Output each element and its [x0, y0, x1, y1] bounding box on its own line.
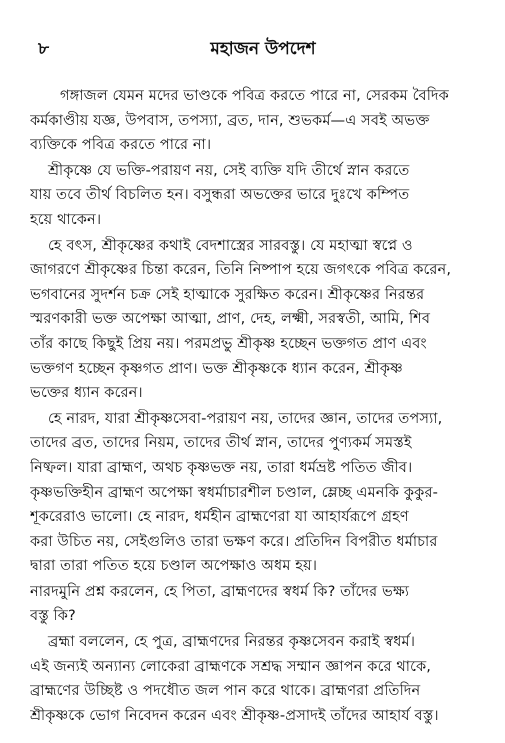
text-line: ভগবানের সুদর্শন চক্র সেই হাত্মাকে সুরক্ষিত করেন। শ্রীকৃষ্ণের নিরন্তর [30, 285, 425, 303]
page-number: ৮ [38, 39, 50, 59]
text-line: ব্যক্তিকে পবিত্র করতে পারে না। [30, 136, 212, 154]
text-line: তাদের ব্রত, তাদের নিয়ম, তাদের তীর্থ স্নান, তাদের পুণ্যকর্ম সমস্তই [30, 434, 412, 452]
text-line: দ্বারা তারা পতিত হয়ে চণ্ডাল অপেক্ষাও অধম হয়। [30, 557, 318, 575]
text-line: কৃষ্ণভক্তিহীন ব্রাহ্মণ অপেক্ষা স্বধর্মাচারশীল চণ্ডাল, ম্লেচ্ছ এমনকি কুকুর- [30, 483, 438, 501]
text-line: এই জন্যই অন্যান্য লোকেরা ব্রাহ্মণকে সশ্রদ্ধ সম্মান জ্ঞাপন করে থাকে, [30, 657, 432, 675]
text-line: ভক্তগণ হচ্ছেন কৃষ্ণগত প্রাণ। ভক্ত শ্রীকৃষ্ণকে ধ্যান করেন, শ্রীকৃষ্ণ [30, 359, 403, 377]
paragraph [30, 630, 498, 728]
text-line: গঙ্গাজল যেমন মদের ভাণ্ডকে পবিত্র করতে পারে না, সেরকম বৈদিক [60, 87, 449, 104]
text-line: ব্রাহ্মণের উচ্ছিষ্ট ও পদধৌত জল পান করে থাকে। ব্রাহ্মণরা প্রতিদিন [30, 682, 421, 700]
text-line: করা উচিত নয়, সেইগুলিও তারা ভক্ষণ করে। প্রতিদিন বিপরীত ধর্মাচার [30, 532, 438, 550]
text-line: তাঁর কাছে কিছুই প্রিয় নয়। পরমপ্রভু শ্রীকৃষ্ণ হচ্ছেন ভক্তগত প্রাণ এবং [30, 334, 427, 352]
paragraph [30, 159, 498, 233]
text-line: নিষ্ফল। যারা ব্রাহ্মণ, অথচ কৃষ্ণভক্ত নয়, তারা ধর্মভ্রষ্ট পতিত জীব। [30, 458, 413, 476]
paragraph [30, 407, 498, 579]
text-line: কর্মকাণ্ডীয় যজ্ঞ, উপবাস, তপস্যা, ব্রত, দান, শুভকর্ম—এ সবই অভক্ত [30, 111, 430, 129]
paragraph [30, 234, 498, 406]
body-text [30, 84, 498, 729]
text-line: শূকরেরাও ভালো। হে নারদ, ধর্মহীন ব্রাহ্মণেরা যা আহার্যরূপে গ্রহণ [30, 508, 409, 526]
text-line: নারদমুনি প্রশ্ন করলেন, হে পিতা, ব্রাহ্মণদের স্বধর্ম কি? তাঁদের ভক্ষ্য [30, 582, 410, 600]
text-line: স্মরণকারী ভক্ত অপেক্ষা আত্মা, প্রাণ, দেহ, লক্ষ্মী, সরস্বতী, আমি, শিব [30, 310, 431, 328]
paragraph [30, 84, 498, 158]
paragraph [30, 580, 498, 629]
text-line: হয়ে থাকেন। [30, 210, 102, 228]
text-line: বস্তু কি? [30, 607, 76, 625]
text-line: ব্রহ্মা বললেন, হে পুত্র, ব্রাহ্মণদের নিরন্তর কৃষ্ণসেবন করাই স্বধর্ম। [48, 633, 416, 651]
page-header [28, 34, 498, 66]
running-title: মহাজন উপদেশ [210, 39, 316, 59]
text-line: শ্রীকৃষ্ণে যে ভক্তি-পরায়ণ নয়, সেই ব্যক্তি যদি তীর্থে স্নান করতে [48, 161, 410, 179]
text-line: হে বৎস, শ্রীকৃষ্ণের কথাই বেদশাস্ত্রের সারবস্তু। যে মহাত্মা স্বপ্নে ও [48, 236, 413, 254]
text-line: যায় তবে তীর্থ বিচলিত হন। বসুন্ধরা অভক্তের ভারে দুঃখে কম্পিত [30, 186, 410, 204]
text-line: হে নারদ, যারা শ্রীকৃষ্ণসেবা-পরায়ণ নয়, তাদের জ্ঞান, তাদের তপস্যা, [48, 409, 443, 427]
text-line: জাগরণে শ্রীকৃষ্ণের চিন্তা করেন, তিনি নিষ্পাপ হয়ে জগৎকে পবিত্র করেন, [30, 261, 452, 279]
text-line: ভক্তের ধ্যান করেন। [30, 384, 143, 402]
text-line: শ্রীকৃষ্ণকে ভোগ নিবেদন করেন এবং শ্রীকৃষ্ণ-প্রসাদই তাঁদের আহার্য বস্তু। [30, 706, 439, 724]
